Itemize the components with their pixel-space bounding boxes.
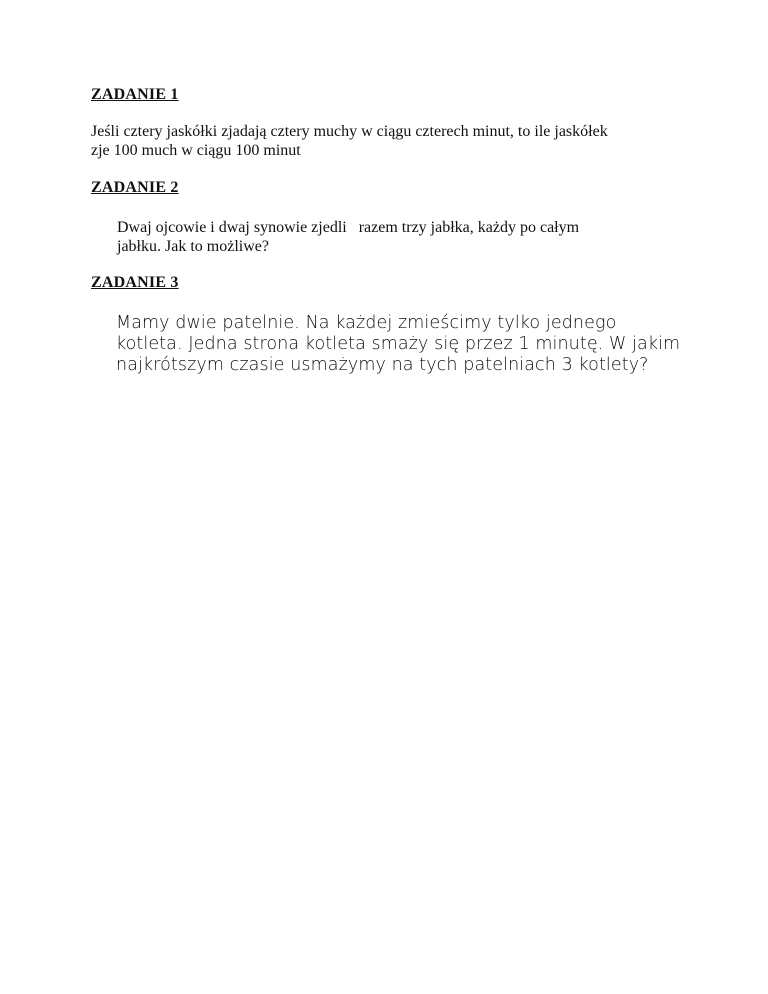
task-2-text	[117, 218, 677, 256]
task-2-line-2: jabłku. Jak to możliwe?	[117, 238, 269, 255]
task-1-text	[91, 122, 701, 160]
task-1-line-2: zje 100 much w ciągu 100 minut	[91, 142, 301, 159]
task-2-line-1: Dwaj ojcowie i dwaj synowie zjedli razem trzy jabłka, każdy po całym	[117, 219, 580, 236]
task-2-heading: ZADANIE 2	[91, 179, 179, 196]
task-3-line-1: Mamy dwie patelnie. Na każdej zmieścimy tylko jednego	[116, 313, 617, 333]
task-3-text	[116, 313, 706, 376]
task-1-line-1: Jeśli cztery jaskółki zjadają cztery muchy w ciągu czterech minut, to ile jaskółek	[91, 123, 608, 140]
task-3-line-3: najkrótszym czasie usmażymy na tych patelniach 3 kotlety?	[116, 355, 649, 375]
task-3-line-2: kotleta. Jedna strona kotleta smaży się przez 1 minutę. W jakim	[116, 334, 681, 354]
task-1-heading: ZADANIE 1	[91, 86, 179, 103]
task-3-heading: ZADANIE 3	[91, 274, 179, 291]
